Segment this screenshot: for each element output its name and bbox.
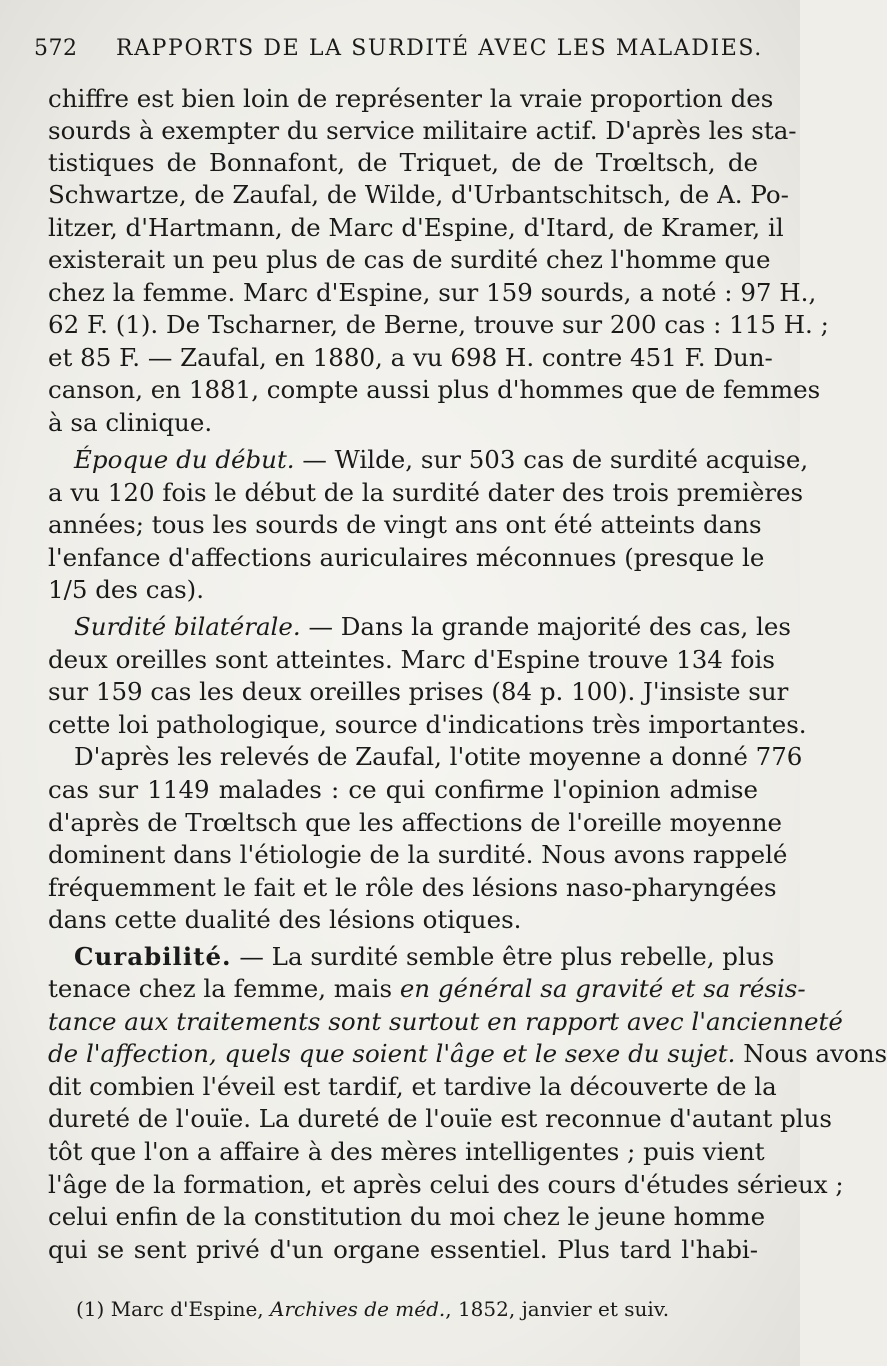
text-line: chiffre est bien loin de représenter la vraie proportion des bbox=[48, 84, 774, 113]
text-line: l'enfance d'affections auriculaires méconnues (presque le bbox=[48, 543, 765, 572]
text-line: dans cette dualité des lésions otiques. bbox=[48, 905, 522, 934]
text-line: fréquemment le fait et le rôle des lésions naso-pharyngées bbox=[48, 873, 777, 902]
text-line: 62 F. (1). De Tscharner, de Berne, trouve sur 200 cas : 115 H. ; bbox=[48, 310, 829, 339]
text-fragment: — Wilde, sur 503 cas de surdité acquise, bbox=[294, 445, 809, 474]
text-line-mixed bbox=[48, 1037, 887, 1070]
section-bilaterale-first-line bbox=[74, 610, 791, 643]
text-line: celui enfin de la constitution du moi chez le jeune homme bbox=[48, 1202, 766, 1231]
text-line: canson, en 1881, compte aussi plus d'hommes que de femmes bbox=[48, 375, 821, 404]
text-line: sur 159 cas les deux oreilles prises (84 p. 100). J'insiste sur bbox=[48, 677, 789, 706]
text-fragment: — La surdité semble être plus rebelle, plus bbox=[231, 942, 775, 971]
text-fragment: Nous avons bbox=[735, 1039, 887, 1068]
text-line: à sa clinique. bbox=[48, 408, 213, 437]
text-line: cas sur 1149 malades : ce qui confirme l'opinion admise bbox=[48, 775, 758, 804]
text-line: cette loi pathologique, source d'indications très importantes. bbox=[48, 710, 807, 739]
section-curabilite-first-line bbox=[74, 940, 775, 973]
footnote-title: Archives de méd. bbox=[270, 1297, 446, 1321]
text-line: tistiques de Bonnafont, de Triquet, de de Trœltsch, de bbox=[48, 148, 758, 177]
text-fragment: tenace chez la femme, mais bbox=[48, 974, 400, 1003]
text-line: d'après de Trœltsch que les affections de l'oreille moyenne bbox=[48, 808, 782, 837]
italic-line: tance aux traitements sont surtout en rapport avec l'ancienneté bbox=[48, 1007, 843, 1036]
section-heading-curabilite: Curabilité. bbox=[74, 942, 232, 971]
text-line: Schwartze, de Zaufal, de Wilde, d'Urbantschitsch, de A. Po- bbox=[48, 180, 789, 209]
text-line: litzer, d'Hartmann, de Marc d'Espine, d'Itard, de Kramer, il bbox=[48, 213, 784, 242]
text-fragment: — Dans la grande majorité des cas, les bbox=[300, 612, 791, 641]
text-line: qui se sent privé d'un organe essentiel. Plus tard l'habi- bbox=[48, 1235, 758, 1264]
section-heading-debut: Époque du début. bbox=[74, 445, 295, 474]
text-line-mixed bbox=[48, 972, 806, 1005]
text-line: et 85 F. — Zaufal, en 1880, a vu 698 H. contre 451 F. Dun- bbox=[48, 343, 773, 372]
section-debut-first-line bbox=[74, 443, 809, 476]
text-line: a vu 120 fois le début de la surdité dater des trois premières bbox=[48, 478, 804, 507]
text-line: 1/5 des cas). bbox=[48, 575, 205, 604]
text-line: années; tous les sourds de vingt ans ont été atteints dans bbox=[48, 510, 762, 539]
text-line: dit combien l'éveil est tardif, et tardive la découverte de la bbox=[48, 1072, 777, 1101]
page-number: 572 bbox=[34, 36, 78, 61]
text-line: D'après les relevés de Zaufal, l'otite moyenne a donné 776 bbox=[74, 742, 803, 771]
text-line: sourds à exempter du service militaire actif. D'après les sta- bbox=[48, 116, 797, 145]
footnote-author: Marc d'Espine, bbox=[104, 1297, 271, 1321]
text-line: tôt que l'on a affaire à des mères intelligentes ; puis vient bbox=[48, 1137, 765, 1166]
footnote-marker: (1) bbox=[76, 1297, 105, 1321]
text-line: dureté de l'ouïe. La dureté de l'ouïe est reconnue d'autant plus bbox=[48, 1104, 832, 1133]
text-line: l'âge de la formation, et après celui des cours d'études sérieux ; bbox=[48, 1170, 844, 1199]
text-line: dominent dans l'étiologie de la surdité. Nous avons rappelé bbox=[48, 840, 788, 869]
footnote bbox=[76, 1295, 696, 1323]
section-heading-bilaterale: Surdité bilatérale. bbox=[74, 612, 301, 641]
text-line: chez la femme. Marc d'Espine, sur 159 sourds, a noté : 97 H., bbox=[48, 278, 817, 307]
italic-fragment: de l'affection, quels que soient l'âge et le sexe du sujet. bbox=[48, 1039, 736, 1068]
running-title: RAPPORTS DE LA SURDITÉ AVEC LES MALADIES. bbox=[116, 36, 763, 61]
running-header bbox=[34, 36, 763, 66]
footnote-rest: , 1852, janvier et suiv. bbox=[445, 1297, 670, 1321]
text-line: existerait un peu plus de cas de surdité chez l'homme que bbox=[48, 245, 771, 274]
italic-fragment: en général sa gravité et sa résis- bbox=[399, 974, 806, 1003]
text-line: deux oreilles sont atteintes. Marc d'Espine trouve 134 fois bbox=[48, 645, 775, 674]
